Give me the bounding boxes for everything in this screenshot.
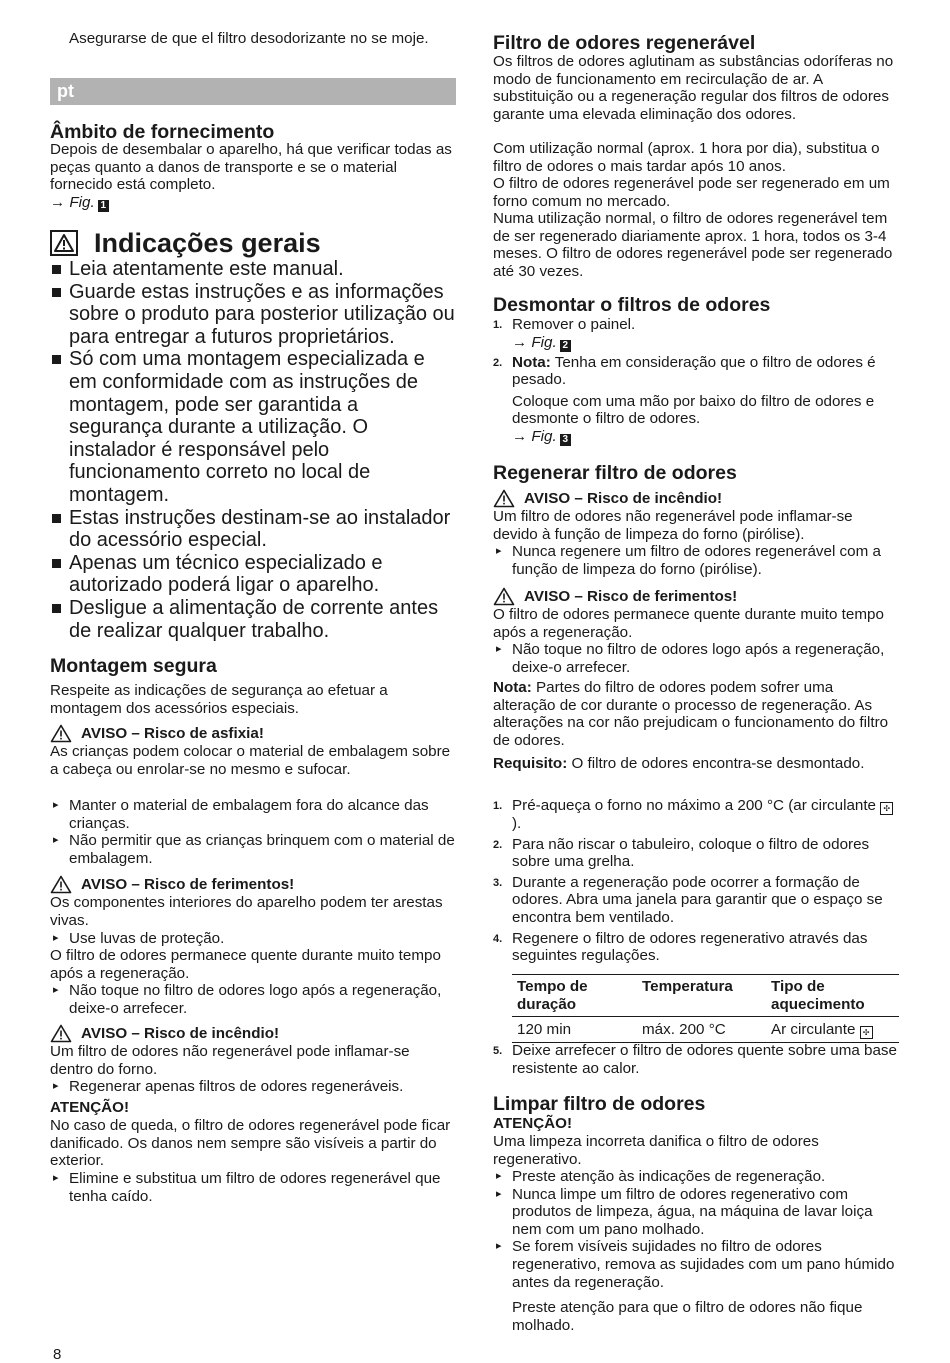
fig-ref: → Fig.: [512, 333, 557, 351]
step-text: Regenere o filtro de odores regenerativo através das seguintes regulações.: [512, 929, 868, 965]
list-item: ▸ Regenerar apenas filtros de odores regeneráveis.: [50, 1078, 456, 1096]
list-item: ▸ Nunca regenere um filtro de odores regenerável com a função de limpeza do forno (pirólise).: [493, 543, 899, 578]
step-item: [493, 874, 899, 927]
list-item: ▸ Elimine e substitua um filtro de odores regenerável que tenha caído.: [50, 1170, 456, 1205]
step-number: 2.: [493, 838, 503, 851]
ambito-body: Depois de desembalar o aparelho, há que verificar todas as peças quanto a danos de transporte e se o material fornecido está completo.: [50, 141, 452, 194]
warning-text: As crianças podem colocar o material de embalagem sobre a cabeça ou enrolar-se no mesmo e sufocar.: [50, 743, 451, 778]
warning-title: AVISO – Risco de incêndio!: [524, 490, 723, 507]
filtro-p1: Os filtros de odores aglutinam as substâncias odoríferas no modo de funcionamento em recirculação de ar. A substituição ou a regeneração regular dos filtros de odores garante uma elevada eliminação dos odores.: [493, 53, 894, 123]
step-item: [493, 316, 899, 352]
warning-incendio-right: [493, 489, 722, 508]
heading-indicacoes: Indicações gerais: [94, 228, 321, 258]
table-row: [512, 1017, 899, 1043]
filtro-p4: Numa utilização normal, o filtro de odores regenerável tem de ser regenerado diariamente aprox. 1 hora, todos os 3-4 meses. O filtro de odores regenerável pode ser regenerado até 30 vezes.: [493, 210, 893, 280]
step-text: Coloque com uma mão por baixo do filtro de odores e desmonte o filtro de odores.: [512, 392, 875, 428]
attention-actions: [50, 1170, 456, 1205]
step-text: Deixe arrefecer o filtro de odores quente sobre uma base resistente ao calor.: [512, 1042, 897, 1077]
attention-text: Uma limpeza incorreta danifica o filtro de odores regenerativo.: [493, 1133, 819, 1168]
ferimentos-actions: [50, 930, 456, 948]
list-item: Apenas um técnico especializado e autorizado poderá ligar o aparelho.: [50, 552, 456, 597]
list-item: Guarde estas instruções e as informações sobre o produto para posterior utilização ou para entregar a futuros proprietários.: [50, 281, 456, 349]
warning-triangle-icon: [493, 489, 515, 508]
step-subtext: [512, 393, 899, 446]
step-text: Pré-aqueça o forno no máximo a 200 °C (ar circulante: [512, 797, 877, 814]
note-text: Partes do filtro de odores podem sofrer uma alteração de cor durante o processo de regeneração. As alterações na cor não prejudicam o funcionamento do filtro de odores.: [493, 679, 889, 749]
fig-ref: → Fig.: [50, 193, 95, 211]
regenerar-steps-cont: [493, 1042, 899, 1077]
step-text: Durante a regeneração pode ocorrer a formação de odores. Abra uma janela para garantir que o espaço se encontra bem ventilado.: [512, 873, 883, 926]
note-paragraph: [493, 679, 899, 749]
warning-incendio: [50, 1024, 279, 1043]
step-text: Remover o painel.: [512, 316, 636, 333]
table-cell-text: Ar circulante: [771, 1021, 856, 1039]
attention-text: No caso de queda, o filtro de odores regenerável pode ficar danificado. Os danos nem sempre são visíveis a partir do exterior.: [50, 1117, 451, 1170]
requirement-text: O filtro de odores encontra-se desmontado.: [571, 755, 865, 772]
list-item: ▸ Manter o material de embalagem fora do alcance das crianças.: [50, 797, 456, 832]
fig-number-badge: 3: [560, 434, 571, 446]
table-header: Tipo de aquecimento: [766, 975, 899, 1017]
requirement-label: Requisito:: [493, 755, 568, 772]
warning-triangle-icon: [50, 1024, 72, 1043]
warning-ferimentos: [50, 875, 294, 894]
list-item: Estas instruções destinam-se ao instalador do acessório especial.: [50, 507, 456, 552]
incendio-actions-right: [493, 543, 899, 578]
step-item: [493, 354, 899, 446]
warning-ferimentos-right: [493, 587, 737, 606]
list-item: ▸ Não toque no filtro de odores logo após a regeneração, deixe-o arrefecer.: [50, 982, 456, 1017]
step-number: 2.: [493, 356, 503, 369]
indicacoes-heading-row: [50, 228, 321, 258]
heading-desmontar: Desmontar o filtros de odores: [493, 294, 771, 316]
table-cell: [766, 1017, 899, 1043]
requirement-paragraph: [493, 755, 899, 773]
incendio-actions: [50, 1078, 456, 1096]
limpar-actions: [493, 1168, 899, 1291]
warning-text: Os componentes interiores do aparelho podem ter arestas vivas.: [50, 894, 443, 929]
table-header: Tempo de duração: [512, 975, 637, 1017]
warning-title: AVISO – Risco de asfixia!: [81, 725, 264, 742]
step-number: 5.: [493, 1045, 503, 1057]
page-number: 8: [53, 1346, 62, 1363]
list-item: Leia atentamente este manual.: [50, 258, 456, 281]
step-number: 1.: [493, 319, 503, 331]
desmontar-steps: [493, 316, 899, 446]
heading-ambito: Âmbito de fornecimento: [50, 121, 275, 143]
list-item: ▸ Use luvas de proteção.: [50, 930, 456, 948]
step-text: Para não riscar o tabuleiro, coloque o filtro de odores sobre uma grelha.: [512, 835, 870, 871]
list-item: Só com uma montagem especializada e em conformidade com as instruções de montagem, pode ser garantida a segurança durante a utilização. O instalador é responsável pelo funcionamento correto no local de montagem.: [50, 348, 456, 506]
circulating-air-icon: ✣: [880, 802, 893, 815]
step-item: [493, 930, 899, 965]
filtro-p3: O filtro de odores regenerável pode ser regenerado em um forno comum no mercado.: [493, 175, 890, 210]
step-text: Tenha em consideração que o filtro de odores é pesado.: [512, 353, 876, 389]
note-label: Nota:: [493, 679, 532, 696]
table-cell: máx. 200 °C: [637, 1017, 766, 1043]
warning-text-2: O filtro de odores permanece quente durante muito tempo após a regeneração.: [50, 947, 441, 982]
heading-regenerar: Regenerar filtro de odores: [493, 462, 737, 484]
warning-title: AVISO – Risco de incêndio!: [81, 1025, 280, 1042]
warning-asfixia: [50, 724, 264, 743]
language-tag: pt: [57, 81, 74, 101]
fig-number-badge: 2: [560, 340, 571, 352]
ambito-text: [50, 141, 456, 212]
table-header-row: [512, 975, 899, 1017]
language-bar: [50, 78, 456, 105]
step-number: 1.: [493, 800, 503, 812]
table-cell: 120 min: [512, 1017, 637, 1043]
indicacoes-list: [50, 258, 456, 642]
intro-text: Asegurarse de que el filtro desodorizante no se moje.: [69, 30, 429, 47]
warning-text: O filtro de odores permanece quente durante muito tempo após a regeneração.: [493, 606, 884, 641]
regenerar-steps: [493, 797, 899, 965]
step-number: 3.: [493, 876, 503, 889]
list-item: ▸ Não permitir que as crianças brinquem com o material de embalagem.: [50, 832, 456, 867]
filtro-p2: Com utilização normal (aprox. 1 hora por dia), substitua o filtro de odores o mais tardar após 10 anos.: [493, 140, 880, 175]
step-number: 4.: [493, 932, 503, 945]
warning-title: AVISO – Risco de ferimentos!: [524, 588, 738, 605]
step-item: [493, 797, 899, 833]
heading-limpar: Limpar filtro de odores: [493, 1093, 706, 1115]
warning-icon: [50, 230, 78, 256]
step-text-end: ).: [512, 815, 522, 832]
warning-triangle-icon: [50, 724, 72, 743]
list-item: Desligue a alimentação de corrente antes de realizar qualquer trabalho.: [50, 597, 456, 642]
table-header: Temperatura: [637, 975, 766, 1017]
warning-text: Um filtro de odores não regenerável pode inflamar-se dentro do forno.: [50, 1043, 410, 1078]
list-item: ▸ Se forem visíveis sujidades no filtro de odores regenerativo, remova as sujidades com um pano húmido antes da regeneração.: [493, 1238, 899, 1291]
list-item: ▸ Preste atenção às indicações de regeneração.: [493, 1168, 899, 1186]
fig-ref: → Fig.: [512, 427, 557, 445]
regeneration-settings-table: [512, 974, 899, 1043]
note-label: Nota:: [512, 353, 551, 371]
warning-text: Um filtro de odores não regenerável pode inflamar-se devido à função de limpeza do forno (pirólise).: [493, 508, 853, 543]
heading-montagem: Montagem segura: [50, 655, 217, 677]
circulating-air-icon: ✣: [860, 1026, 873, 1039]
list-item: ▸ Nunca limpe um filtro de odores regenerativo com produtos de limpeza, água, na máquina de lavar loiça nem com um pano molhado.: [493, 1186, 899, 1239]
heading-filtro: Filtro de odores regenerável: [493, 32, 756, 54]
step-item: [493, 1042, 899, 1077]
warning-title: AVISO – Risco de ferimentos!: [81, 876, 295, 893]
ferimentos-actions-right: [493, 641, 899, 676]
attention-title: ATENÇÃO!: [50, 1099, 130, 1116]
montagem-intro: Respeite as indicações de segurança ao efetuar a montagem dos acessórios especiais.: [50, 682, 388, 717]
fig-number-badge: 1: [98, 200, 109, 212]
warning-triangle-icon: [493, 587, 515, 606]
step-item: [493, 836, 899, 871]
attention-title: ATENÇÃO!: [493, 1115, 573, 1132]
list-item: ▸ Não toque no filtro de odores logo após a regeneração, deixe-o arrefecer.: [493, 641, 899, 676]
warning-triangle-icon: [50, 875, 72, 894]
ferimentos-actions-2: [50, 982, 456, 1017]
asfixia-actions: [50, 797, 456, 867]
limpar-last: Preste atenção para que o filtro de odores não fique molhado.: [512, 1299, 863, 1334]
